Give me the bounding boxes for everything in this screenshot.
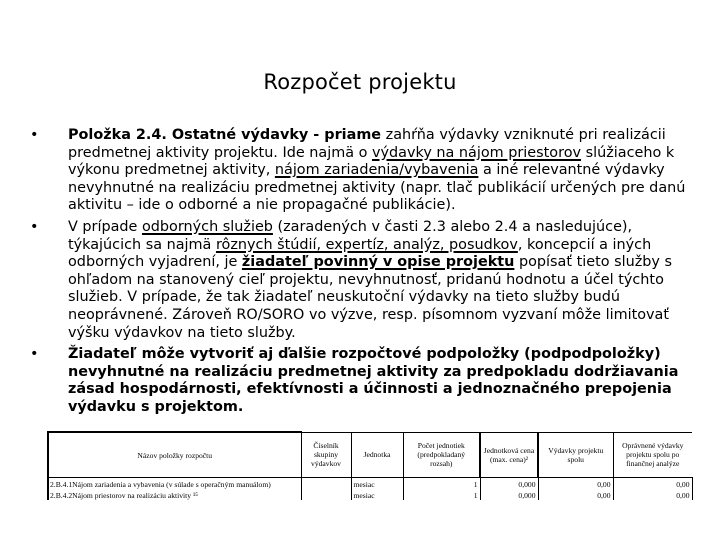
cell-expense-group	[301, 489, 351, 500]
cell-eligible: 0,00	[613, 478, 692, 490]
bullet-text: slúžiaceho k výkonu predmetnej aktivity,	[68, 144, 675, 179]
bullet-item	[30, 127, 700, 215]
bullet-text: Žiadateľ môže vytvoriť aj ďalšie rozpočtové podpoložky (podpodpoložky) nevyhnutné na realizáciu predmetnej aktivity za predpokladu dodržiavania zásad hospodárnosti, efektívnosti a účinnosti a jednoznačného prepojenia výdavku s projektom.	[68, 346, 679, 415]
cell-unit: mesiac	[351, 478, 403, 490]
bullet-text: a iné relevantné výdavky nevyhnutné na realizáciu predmetnej aktivity (napr. tlač publikácií určených pre danú aktivitu – ide o odborné a nie propagačné publikácie).	[68, 162, 686, 214]
cell-item-name: 2.B.4.2Nájom priestorov na realizáciu aktivity ¹⁵	[48, 489, 301, 500]
cell-unit: mesiac	[351, 489, 403, 500]
bullet-text: popísať tieto služby s ohľadom na stanovený cieľ projektu, nevyhnutnosť, pridanú hodnotu a účel týchto služieb. V prípade, že tak žiadateľ neuskutoční výdavky na tieto služby budú neoprávnené. Zároveň RO/SORO vo výzve, resp. písomnom vyzvaní môže limitovať výšku výdavkov na tieto služby.	[68, 254, 672, 341]
bullet-text: (zaradených v časti 2.3 alebo 2.4 a nasledujúce), týkajúcich sa najmä	[68, 218, 633, 253]
bullet-text: , koncepcií a iných odborných vyjadrení, je	[68, 236, 652, 271]
budget-table-image	[47, 431, 691, 501]
underlined-phrase: nájom zariadenia/vybavenia	[274, 162, 479, 179]
cell-expense-group	[301, 478, 351, 490]
cell-unit-price: 0,000	[480, 478, 538, 490]
bullet-item	[30, 346, 700, 416]
table-row	[48, 489, 692, 500]
bullet-text: zahŕňa výdavky vzniknuté pri realizácii predmetnej aktivity projektu. Ide najmä o	[68, 127, 666, 161]
cell-total: 0,00	[538, 489, 613, 500]
cell-eligible: 0,00	[613, 489, 692, 500]
bullet-text: V prípade	[68, 218, 142, 235]
bullet-item	[30, 219, 700, 342]
header-unit-price: Jednotková cena (max. cena)²	[480, 432, 538, 478]
table-header-row	[48, 432, 692, 478]
table-row	[48, 478, 692, 490]
bullet-dot: •	[30, 127, 39, 143]
cell-unit-price: 0,000	[480, 489, 538, 500]
cell-total: 0,00	[538, 478, 613, 490]
bullet-list	[30, 127, 700, 421]
underlined-phrase: odborných služieb	[141, 218, 273, 235]
item-code: 2.4. Ostatné výdavky - priame	[135, 127, 382, 143]
header-item-name: Názov položky rozpočtu	[48, 432, 301, 478]
cell-item-name: 2.B.4.1Nájom zariadenia a vybavenia (v súlade s operačným manuálom)	[48, 478, 301, 490]
underlined-phrase: výdavky na nájom priestorov	[372, 144, 582, 161]
header-unit: Jednotka	[351, 432, 403, 478]
bullet-dot: •	[30, 346, 39, 363]
underlined-bold-phrase: žiadateľ povinný v opise projektu	[241, 254, 515, 271]
bullet-text: Položka	[68, 127, 136, 143]
header-quantity: Počet jednotiek (predpokladaný rozsah)	[403, 432, 480, 478]
bullet-dot: •	[30, 218, 39, 235]
budget-table	[47, 431, 693, 500]
cell-quantity: 1	[403, 489, 480, 500]
header-eligible: Oprávnené výdavky projektu spolu po finančnej analýze	[613, 432, 692, 478]
underlined-phrase: rôznych štúdií, expertíz, analýz, posudkov	[215, 236, 518, 253]
cell-quantity: 1	[403, 478, 480, 490]
header-total: Výdavky projektu spolu	[538, 432, 613, 478]
header-expense-group: Číselník skupiny výdavkov	[301, 432, 351, 478]
slide-title: Rozpočet projektu	[263, 70, 457, 95]
